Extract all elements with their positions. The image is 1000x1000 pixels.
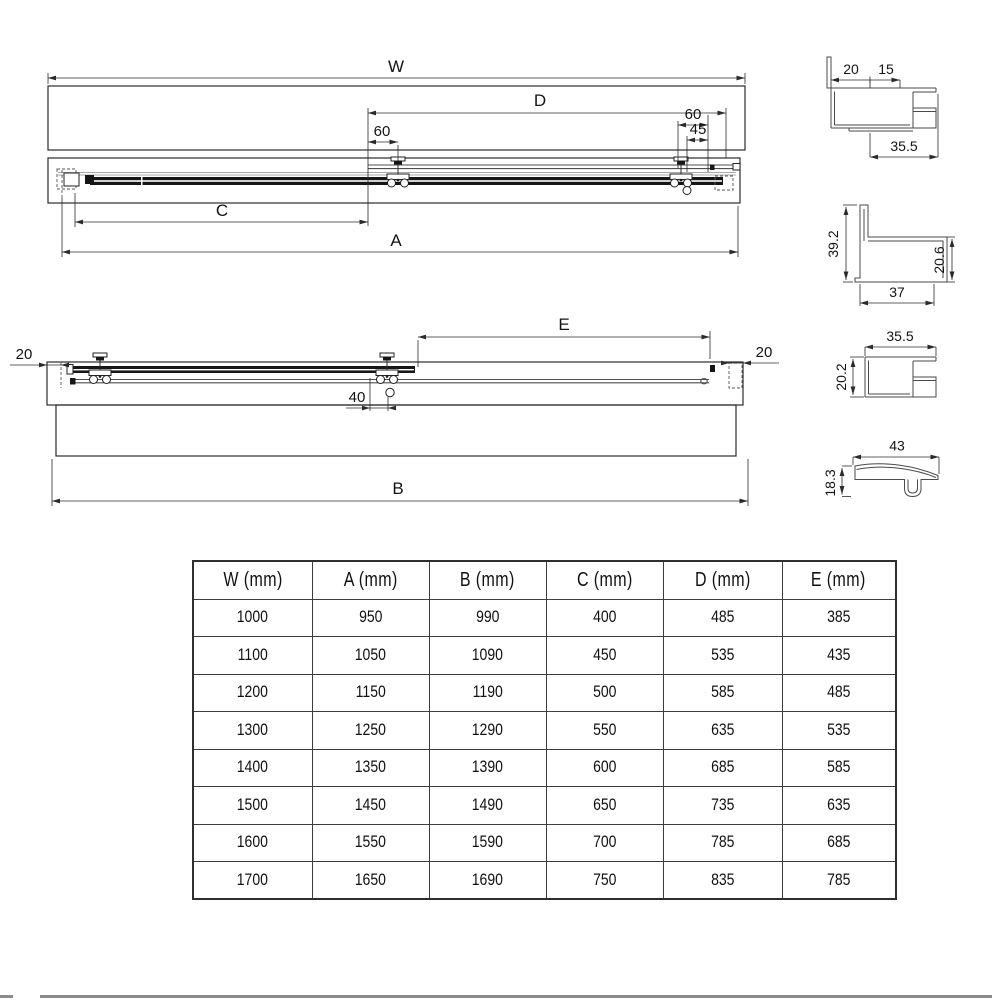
table-cell bbox=[663, 824, 782, 862]
table-cell bbox=[663, 862, 782, 900]
profile-section-4 bbox=[822, 438, 939, 497]
table-cell bbox=[193, 862, 312, 900]
dimension-w bbox=[48, 57, 745, 84]
table-cell bbox=[782, 599, 896, 637]
table-cell bbox=[546, 824, 663, 862]
table-cell bbox=[546, 599, 663, 637]
table-cell bbox=[312, 637, 429, 675]
cell-value: 1190 bbox=[472, 683, 503, 702]
cell-value: 1250 bbox=[354, 720, 387, 739]
cell-value: 1450 bbox=[354, 795, 387, 814]
profile-section-1 bbox=[827, 57, 938, 157]
cell-value: 1500 bbox=[237, 795, 269, 814]
size-table-header-row bbox=[193, 561, 896, 599]
profile-sections bbox=[822, 57, 955, 497]
cell-value: 585 bbox=[710, 683, 735, 702]
table-cell bbox=[193, 674, 312, 712]
dimension-20-left bbox=[10, 346, 69, 367]
cell-value: 950 bbox=[358, 608, 383, 627]
header-cell-d bbox=[663, 561, 782, 599]
card-bottom-edge bbox=[0, 995, 13, 998]
table-cell bbox=[546, 862, 663, 900]
dimension-b bbox=[52, 459, 748, 506]
dim-label-e: E bbox=[558, 315, 570, 334]
cell-value: 450 bbox=[592, 645, 617, 664]
table-cell bbox=[663, 637, 782, 675]
cell-value: 485 bbox=[710, 608, 735, 627]
cell-value: 750 bbox=[592, 870, 617, 889]
dimension-p3-height bbox=[833, 357, 864, 397]
dim-label-p3-355: 35.5 bbox=[886, 328, 914, 344]
card-bottom-edge bbox=[40, 995, 992, 998]
dim-label-p4-183: 18.3 bbox=[822, 469, 838, 497]
header-label-a: A (mm) bbox=[343, 568, 398, 591]
dim-label-w: W bbox=[387, 57, 405, 76]
wall-bracket-left bbox=[57, 169, 94, 189]
table-cell bbox=[546, 674, 663, 712]
cell-value: 550 bbox=[592, 720, 617, 739]
dim-label-d: D bbox=[533, 91, 547, 110]
table-row bbox=[193, 637, 896, 675]
table-row bbox=[193, 599, 896, 637]
table-cell bbox=[429, 862, 546, 900]
dimension-p2-height bbox=[825, 205, 857, 282]
table-cell bbox=[312, 712, 429, 750]
table-cell bbox=[193, 787, 312, 825]
dim-label-b: B bbox=[392, 479, 404, 498]
dim-label-a: A bbox=[390, 231, 402, 250]
table-cell bbox=[663, 674, 782, 712]
cell-value: 400 bbox=[592, 608, 617, 627]
extended-view-drawing bbox=[10, 315, 779, 506]
table-cell bbox=[312, 787, 429, 825]
hidden-bracket-right bbox=[729, 363, 742, 388]
table-cell bbox=[429, 599, 546, 637]
table-row bbox=[193, 787, 896, 825]
cell-value: 1000 bbox=[237, 608, 269, 627]
extended-front-door bbox=[67, 365, 415, 375]
size-table-container bbox=[192, 560, 895, 898]
table-row bbox=[193, 824, 896, 862]
table-cell bbox=[312, 862, 429, 900]
cell-value: 990 bbox=[475, 608, 500, 627]
top-view-frame bbox=[48, 86, 745, 150]
header-cell-b bbox=[429, 561, 546, 599]
cell-value: 385 bbox=[827, 608, 851, 627]
cell-value: 1700 bbox=[237, 870, 269, 889]
cell-value: 585 bbox=[827, 758, 851, 777]
dim-label-c: C bbox=[215, 201, 229, 220]
dimension-e bbox=[418, 315, 710, 367]
table-cell bbox=[782, 787, 896, 825]
table-cell bbox=[193, 712, 312, 750]
table-cell bbox=[193, 749, 312, 787]
table-cell bbox=[312, 599, 429, 637]
cell-value: 485 bbox=[827, 683, 851, 702]
dim-label-p2-206: 20.6 bbox=[931, 246, 947, 274]
cell-value: 1650 bbox=[354, 870, 387, 889]
dimension-60-left bbox=[368, 123, 398, 161]
cell-value: 1090 bbox=[471, 645, 504, 664]
table-cell bbox=[663, 787, 782, 825]
dim-label-60-right: 60 bbox=[684, 106, 702, 123]
anti-jump-knob bbox=[683, 187, 691, 195]
dimension-45 bbox=[687, 121, 708, 172]
cell-value: 1050 bbox=[354, 645, 387, 664]
table-row bbox=[193, 862, 896, 900]
cell-value: 685 bbox=[827, 833, 851, 852]
dim-label-p1-20: 20 bbox=[843, 61, 859, 77]
cell-value: 1690 bbox=[471, 870, 504, 889]
header-label-c: C (mm) bbox=[576, 568, 633, 591]
dim-label-p4-43: 43 bbox=[889, 437, 905, 454]
cell-value: 1550 bbox=[354, 833, 387, 852]
header-label-d: D (mm) bbox=[694, 568, 751, 591]
dim-label-20-right: 20 bbox=[755, 344, 773, 361]
cell-value: 785 bbox=[827, 870, 851, 889]
cell-value: 1390 bbox=[471, 758, 504, 777]
dim-label-p3-202: 20.2 bbox=[833, 363, 849, 391]
cell-value: 535 bbox=[827, 720, 851, 739]
cell-value: 1490 bbox=[471, 795, 504, 814]
extended-anti-jump-knob bbox=[386, 388, 394, 396]
table-cell bbox=[312, 749, 429, 787]
table-cell bbox=[546, 712, 663, 750]
table-cell bbox=[782, 749, 896, 787]
cell-value: 1290 bbox=[471, 720, 504, 739]
table-cell bbox=[782, 862, 896, 900]
cell-value: 1200 bbox=[237, 683, 269, 702]
table-cell bbox=[429, 749, 546, 787]
table-cell bbox=[782, 637, 896, 675]
cell-value: 1350 bbox=[354, 758, 387, 777]
header-label-w: W (mm) bbox=[223, 568, 283, 591]
size-table bbox=[192, 560, 897, 900]
profile-section-2 bbox=[825, 205, 955, 306]
table-cell bbox=[546, 749, 663, 787]
table-cell bbox=[429, 674, 546, 712]
cell-value: 735 bbox=[710, 795, 735, 814]
dim-label-p2-392: 39.2 bbox=[825, 230, 841, 258]
top-view-drawing bbox=[48, 57, 745, 257]
table-cell bbox=[429, 787, 546, 825]
table-cell bbox=[546, 637, 663, 675]
dimension-c bbox=[75, 193, 368, 227]
cell-value: 1600 bbox=[237, 833, 269, 852]
cell-value: 535 bbox=[710, 645, 735, 664]
cell-value: 835 bbox=[710, 870, 735, 889]
dim-label-45: 45 bbox=[689, 121, 707, 138]
table-cell bbox=[193, 599, 312, 637]
dim-label-p1-355: 35.5 bbox=[890, 138, 918, 154]
cell-value: 1150 bbox=[355, 683, 386, 702]
table-cell bbox=[429, 637, 546, 675]
table-row bbox=[193, 674, 896, 712]
table-cell bbox=[782, 674, 896, 712]
header-cell-a bbox=[312, 561, 429, 599]
cell-value: 1400 bbox=[237, 758, 269, 777]
dimension-p2-width bbox=[860, 284, 934, 306]
dim-label-40: 40 bbox=[348, 389, 366, 406]
header-cell-w bbox=[193, 561, 312, 599]
door-panel-outline bbox=[56, 405, 736, 456]
cell-value: 700 bbox=[592, 833, 617, 852]
dimension-p4-height bbox=[822, 466, 852, 497]
dimension-p3-width bbox=[865, 328, 936, 356]
cell-value: 435 bbox=[827, 645, 851, 664]
dim-label-60-left: 60 bbox=[373, 123, 391, 140]
profile-section-3 bbox=[833, 328, 936, 397]
table-cell bbox=[663, 712, 782, 750]
dim-label-20-left: 20 bbox=[15, 346, 33, 363]
header-label-e: E (mm) bbox=[811, 568, 867, 591]
cell-value: 600 bbox=[592, 758, 617, 777]
table-row bbox=[193, 749, 896, 787]
cell-value: 635 bbox=[710, 720, 735, 739]
table-row bbox=[193, 712, 896, 750]
table-cell bbox=[782, 712, 896, 750]
table-cell bbox=[782, 824, 896, 862]
cell-value: 1100 bbox=[237, 645, 268, 664]
table-cell bbox=[193, 637, 312, 675]
header-cell-c bbox=[546, 561, 663, 599]
dimension-p1-chain bbox=[831, 61, 900, 88]
end-stop-right bbox=[710, 365, 715, 372]
table-cell bbox=[663, 599, 782, 637]
dim-label-p1-15: 15 bbox=[878, 61, 894, 77]
table-cell bbox=[429, 824, 546, 862]
cell-value: 500 bbox=[592, 683, 617, 702]
cell-value: 1590 bbox=[471, 833, 504, 852]
cell-value: 685 bbox=[710, 758, 735, 777]
table-cell bbox=[193, 824, 312, 862]
header-cell-e bbox=[782, 561, 896, 599]
table-cell bbox=[546, 787, 663, 825]
table-cell bbox=[663, 749, 782, 787]
dim-label-p2-37: 37 bbox=[889, 284, 905, 300]
table-cell bbox=[312, 674, 429, 712]
cell-value: 785 bbox=[710, 833, 735, 852]
cell-value: 635 bbox=[827, 795, 851, 814]
header-label-b: B (mm) bbox=[460, 568, 515, 591]
table-cell bbox=[429, 712, 546, 750]
table-cell bbox=[312, 824, 429, 862]
cell-value: 1300 bbox=[237, 720, 269, 739]
cell-value: 650 bbox=[592, 795, 617, 814]
